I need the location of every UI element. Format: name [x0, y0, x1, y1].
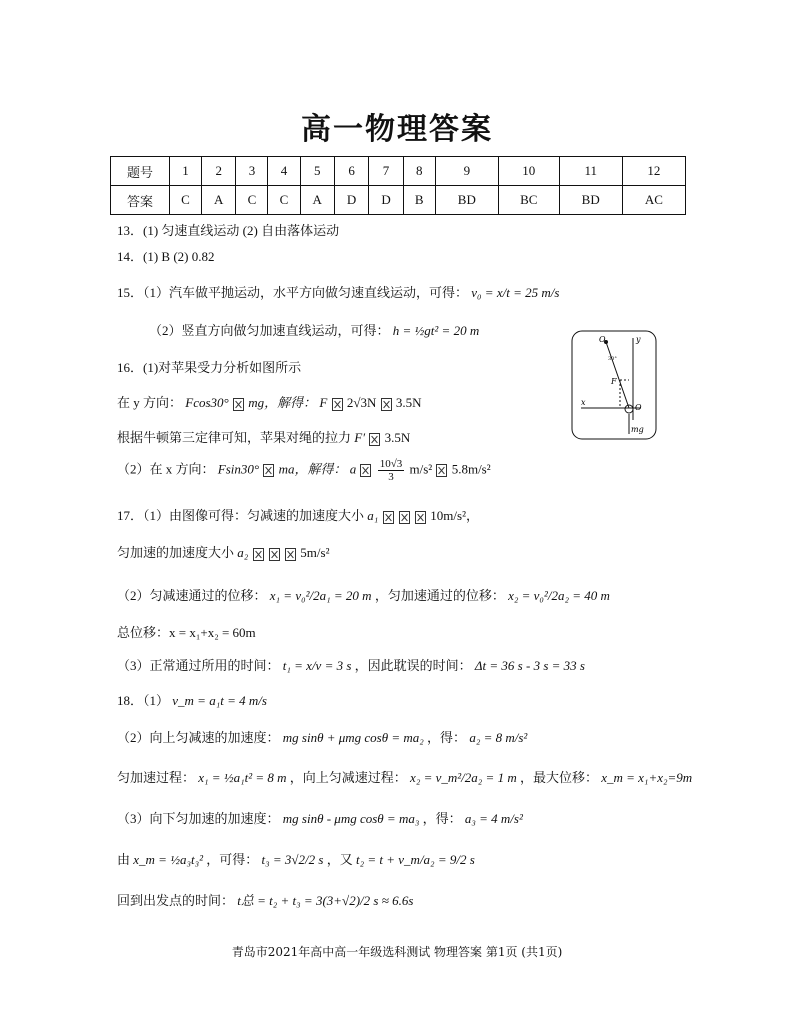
broken-glyph-icon [436, 464, 447, 477]
row-label-number: 题号 [111, 157, 170, 186]
table-row-numbers [111, 157, 686, 186]
q16-eq-f: F [319, 395, 328, 410]
q16-eq-ma: ma，解得： [278, 461, 347, 477]
table-cell: A [202, 186, 236, 215]
q18-text4b: ，得： [422, 811, 462, 826]
q16-line3 [117, 427, 410, 446]
label-o-bottom: O [635, 403, 642, 412]
broken-glyph-icon [263, 464, 274, 477]
q13-answer: 13．(1) 匀速直线运动 (2) 自由落体运动 [117, 223, 340, 238]
table-cell: D [369, 186, 403, 215]
page-title: 高一物理答案 [301, 112, 493, 147]
q17-a2-value: 5m/s² [300, 545, 330, 560]
q18-text5b: ，可得： [206, 852, 259, 867]
q18-text2b: ，得： [427, 730, 467, 745]
q15-line1 [117, 282, 559, 301]
q18-eq-up: mg sinθ + μmg cosθ = ma₂ [282, 730, 424, 745]
q18-line4 [117, 808, 523, 827]
q16-line2 [117, 392, 422, 411]
q17-line5 [117, 655, 585, 674]
table-cell: C [236, 186, 268, 215]
q18-eq-t2: t₂ = t + v_m/a₂ = 9/2 s [356, 852, 475, 867]
q18-eq-total: t总 = t₂ + t₃ = 3(3+√2)/2 s ≈ 6.6s [237, 893, 414, 908]
broken-glyph-icon [285, 548, 296, 561]
table-row-answers [111, 186, 686, 215]
table-cell: C [170, 186, 202, 215]
table-cell: 7 [369, 157, 403, 186]
table-cell: 10 [498, 157, 559, 186]
q15-eq2: h = ½gt² = 20 m [392, 323, 480, 338]
q17-line1 [117, 505, 479, 524]
q18-text5c: ，又 [326, 852, 353, 867]
table-cell: BD [435, 186, 498, 215]
broken-glyph-icon [233, 398, 244, 411]
q15-line2 [149, 320, 479, 339]
q18-line3 [117, 767, 692, 786]
q16-eq-fprime: F′ [354, 430, 366, 445]
row-label-answer: 答案 [111, 186, 170, 215]
fraction-denominator: 3 [388, 471, 394, 483]
q18-eq-xm: x_m = x₁+x₂=9m [601, 770, 693, 785]
q17-text5b: ，因此耽误的时间： [354, 658, 472, 673]
apple-circle [625, 405, 633, 413]
table-cell: 4 [268, 157, 300, 186]
q18-text3: 匀加速过程： [117, 770, 196, 785]
fraction-numerator: 10√3 [379, 458, 403, 470]
q17-eq-t1: t₁ = x/v = 3 s [282, 658, 352, 673]
broken-glyph-icon [399, 511, 410, 524]
q18-eq-down: mg sinθ - μmg cosθ = ma₃ [282, 811, 420, 826]
q17-text3: （2）匀减速通过的位移： [117, 588, 267, 603]
broken-glyph-icon [381, 398, 392, 411]
q18-line2 [117, 727, 527, 746]
q16-eq-fsin: Fsin30° [217, 461, 260, 477]
broken-glyph-icon [415, 511, 426, 524]
rope-line [606, 342, 629, 408]
q17-eq-dt: Δt = 36 s - 3 s = 33 s [474, 658, 585, 673]
broken-glyph-icon [269, 548, 280, 561]
q16-x-direction-label: （2）在 x 方向： [117, 461, 215, 477]
q15-text1: 15．（1）汽车做平抛运动，水平方向做匀速直线运动，可得： [117, 285, 469, 300]
q18-eq-vm: v_m = a₁t = 4 m/s [172, 693, 267, 708]
q17-line2 [117, 542, 329, 561]
table-cell: BC [498, 186, 559, 215]
q18-eq-a3: a₃ = 4 m/s² [464, 811, 523, 826]
table-cell: D [334, 186, 368, 215]
q16-line4 [117, 458, 491, 483]
broken-glyph-icon [253, 548, 264, 561]
q17-a1-value: 10m/s²， [430, 508, 479, 523]
label-angle: 30° [608, 356, 617, 362]
answer-table [110, 156, 686, 215]
broken-glyph-icon [383, 511, 394, 524]
table-cell: AC [622, 186, 685, 215]
q15-text2: （2）竖直方向做匀加速直线运动，可得： [149, 323, 390, 338]
q16-tension-value: 3.5N [384, 430, 411, 445]
q16-unit: m/s² [409, 461, 433, 477]
q18-text3b: ，向上匀减速过程： [289, 770, 407, 785]
q16-newton-text: 根据牛顿第三定律可知，苹果对绳的拉力 [117, 430, 352, 445]
q16-line1: 16．(1)对苹果受力分析如图所示 [117, 360, 302, 375]
q17-text1: 17．（1）由图像可得：匀减速的加速度大小 [117, 508, 365, 523]
q14-answer: 14．(1) B (2) 0.82 [117, 249, 215, 264]
label-f: F [611, 377, 617, 386]
table-cell: 12 [622, 157, 685, 186]
q16-eq-approx: 3.5N [395, 395, 422, 410]
q18-label: 18．（1） [117, 693, 170, 708]
q18-text3c: ，最大位移： [519, 770, 598, 785]
q16-y-direction-label: 在 y 方向： [117, 395, 183, 410]
label-o-top: O [599, 335, 606, 344]
q17-line4: 总位移：x = x₁+x₂ = 60m [117, 625, 256, 640]
q16-eq-a: a [349, 461, 357, 477]
q17-line3 [117, 585, 610, 604]
q18-line1 [117, 690, 267, 709]
q16-fraction [378, 458, 405, 483]
q17-text3b: ，匀加速通过的位移： [374, 588, 505, 603]
table-cell: 6 [334, 157, 368, 186]
broken-glyph-icon [332, 398, 343, 411]
broken-glyph-icon [369, 433, 380, 446]
q17-a2: a₂ [237, 545, 249, 560]
q18-eq-a2: a₂ = 8 m/s² [469, 730, 528, 745]
q17-eq-x1: x₁ = v₀²/2a₁ = 20 m [269, 588, 372, 603]
q18-eq-x2: x₂ = v_m²/2a₂ = 1 m [410, 770, 517, 785]
q17-eq-x2: x₂ = v₀²/2a₂ = 40 m [508, 588, 610, 603]
table-cell: 2 [202, 157, 236, 186]
table-cell: 3 [236, 157, 268, 186]
broken-glyph-icon [360, 464, 371, 477]
table-cell: 5 [300, 157, 334, 186]
q18-text4: （3）向下匀加速的加速度： [117, 811, 280, 826]
q16-acc-value: 5.8m/s² [451, 461, 491, 477]
q15-eq1: v₀ = x/t = 25 m/s [471, 285, 560, 300]
q17-a1: a₁ [367, 508, 379, 523]
table-cell: 9 [435, 157, 498, 186]
q18-eq-t3: t₃ = 3√2/2 s [261, 852, 324, 867]
q18-eq-xm2: x_m = ½a₃t₃² [133, 852, 203, 867]
q16-eq-fcos: Fcos30° [185, 395, 229, 410]
table-cell: A [300, 186, 334, 215]
q17-text2: 匀加速的加速度大小 [117, 545, 235, 560]
q18-text5: 由 [117, 852, 131, 867]
table-cell: C [268, 186, 300, 215]
q18-line5 [117, 849, 475, 868]
q16-eq-mg: mg，解得： [248, 395, 317, 410]
label-x: x [581, 398, 586, 407]
q18-text2: （2）向上匀减速的加速度： [117, 730, 280, 745]
table-cell: 8 [403, 157, 435, 186]
table-cell: BD [559, 186, 622, 215]
q18-text6: 回到出发点的时间： [117, 893, 235, 908]
table-cell: 11 [559, 157, 622, 186]
q16-eq-value: 2√3N [346, 395, 377, 410]
force-diagram [571, 330, 657, 440]
q18-line6 [117, 890, 413, 909]
q18-eq-x1: x₁ = ½a₁t² = 8 m [198, 770, 287, 785]
label-y: y [636, 335, 641, 344]
label-mg: mg [631, 425, 644, 434]
table-cell: 1 [170, 157, 202, 186]
table-cell: B [403, 186, 435, 215]
page-footer: 青岛市2021年高中高一年级选科测试 物理答案 第1页 (共1页) [231, 945, 563, 959]
q17-text5: （3）正常通过所用的时间： [117, 658, 280, 673]
